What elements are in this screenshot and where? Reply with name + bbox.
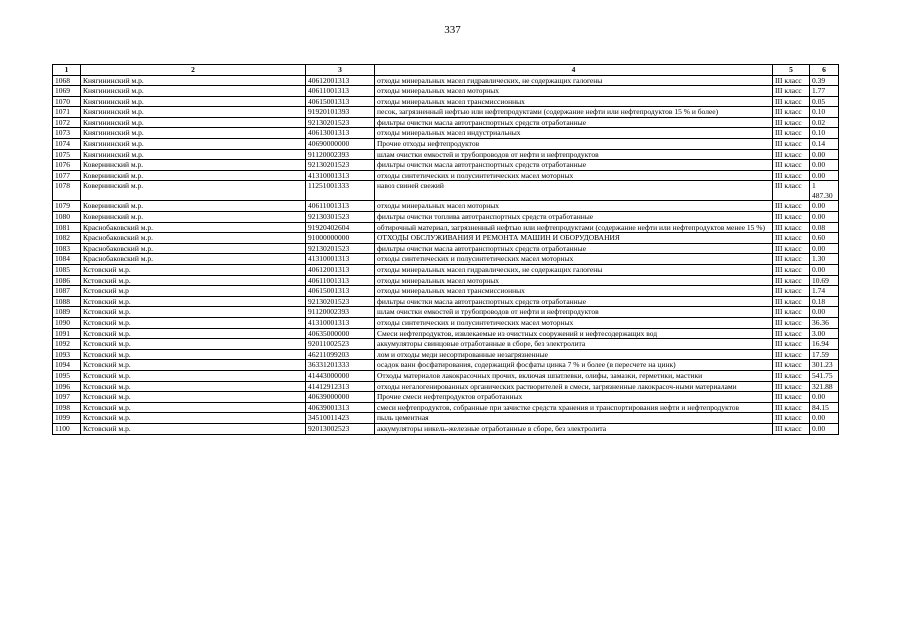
waste-name-cell: отходы минеральных масел индустриальных [375, 128, 773, 139]
amount-cell: 0.00 [810, 243, 839, 254]
waste-code-cell: 41310001313 [306, 254, 375, 265]
hazard-class-cell: III класс [773, 275, 810, 286]
waste-code-cell: 40635000000 [306, 328, 375, 339]
district-cell: Ковернинский м.р. [81, 170, 306, 181]
waste-code-cell: 46211099203 [306, 349, 375, 360]
table-row [53, 360, 839, 371]
district-cell: Краснобаковский м.р. [81, 243, 306, 254]
hazard-class-cell: III класс [773, 233, 810, 244]
row-number-cell: 1076 [53, 160, 81, 171]
header-row [53, 65, 839, 76]
row-number-cell: 1081 [53, 222, 81, 233]
amount-cell: 1.30 [810, 254, 839, 265]
waste-code-cell: 91920101393 [306, 107, 375, 118]
waste-code-cell: 40613001313 [306, 128, 375, 139]
table-row [53, 317, 839, 328]
amount-cell: 0.10 [810, 107, 839, 118]
waste-name-cell: отходы минеральных масел моторных [375, 201, 773, 212]
hazard-class-cell: III класс [773, 107, 810, 118]
waste-name-cell: фильтры очистки топлива автотранспортных средств отработанные [375, 212, 773, 223]
waste-name-cell: отходы минеральных масел моторных [375, 86, 773, 97]
waste-code-cell: 40611001313 [306, 201, 375, 212]
waste-code-cell: 40615001313 [306, 96, 375, 107]
district-cell: Кстовский м.р. [81, 360, 306, 371]
table-row [53, 402, 839, 413]
column-header: 4 [375, 65, 773, 76]
hazard-class-cell: III класс [773, 286, 810, 297]
district-cell: Кстовский м.р [81, 286, 306, 297]
table-row [53, 307, 839, 318]
row-number-cell: 1069 [53, 86, 81, 97]
row-number-cell: 1095 [53, 370, 81, 381]
table-row [53, 296, 839, 307]
hazard-class-cell: III класс [773, 349, 810, 360]
hazard-class-cell: III класс [773, 360, 810, 371]
district-cell: Кстовский м.р. [81, 296, 306, 307]
waste-code-cell: 40690000000 [306, 139, 375, 150]
amount-cell: 0.00 [810, 201, 839, 212]
hazard-class-cell: III класс [773, 413, 810, 424]
waste-name-cell: фильтры очистки масла автотранспортных средств отработанные [375, 296, 773, 307]
district-cell: Кстовский м.р. [81, 339, 306, 350]
waste-code-cell: 36331201333 [306, 360, 375, 371]
amount-cell: 0.00 [810, 392, 839, 403]
waste-code-cell: 34510011423 [306, 413, 375, 424]
hazard-class-cell: III класс [773, 328, 810, 339]
district-cell: Княгининский м.р. [81, 128, 306, 139]
district-cell: Кстовский м.р. [81, 370, 306, 381]
waste-registry-table [52, 64, 839, 435]
table-body [53, 75, 839, 434]
hazard-class-cell: III класс [773, 265, 810, 276]
amount-cell: 10.69 [810, 275, 839, 286]
amount-cell: 0.05 [810, 96, 839, 107]
hazard-class-cell: III класс [773, 296, 810, 307]
hazard-class-cell: III класс [773, 86, 810, 97]
table-row [53, 233, 839, 244]
waste-name-cell: Прочие отходы нефтепродуктов [375, 139, 773, 150]
hazard-class-cell: III класс [773, 117, 810, 128]
hazard-class-cell: III класс [773, 170, 810, 181]
waste-name-cell: фильтры очистки масла автотранспортных средств отработанные [375, 243, 773, 254]
district-cell: Кстовский м.р. [81, 402, 306, 413]
amount-cell: 1.74 [810, 286, 839, 297]
waste-code-cell: 91120002393 [306, 149, 375, 160]
row-number-cell: 1086 [53, 275, 81, 286]
amount-cell: 321.88 [810, 381, 839, 392]
amount-cell: 0.39 [810, 75, 839, 86]
waste-code-cell: 41310001313 [306, 170, 375, 181]
waste-name-cell: шлам очистки емкостей и трубопроводов от нефти и нефтепродуктов [375, 149, 773, 160]
district-cell: Краснобаковский м.р. [81, 233, 306, 244]
table-row [53, 128, 839, 139]
table-row [53, 107, 839, 118]
hazard-class-cell: III класс [773, 402, 810, 413]
district-cell: Княгининский м.р. [81, 96, 306, 107]
waste-code-cell: 40612001313 [306, 75, 375, 86]
row-number-cell: 1077 [53, 170, 81, 181]
amount-cell: 0.00 [810, 307, 839, 318]
waste-name-cell: фильтры очистки масла автотранспортных средств отработанные [375, 117, 773, 128]
amount-cell: 541.75 [810, 370, 839, 381]
table-row [53, 392, 839, 403]
table-row [53, 75, 839, 86]
waste-code-cell: 40639000000 [306, 392, 375, 403]
district-cell: Кстовский м.р. [81, 307, 306, 318]
waste-name-cell: шлам очистки емкостей и трубопроводов от нефти и нефтепродуктов [375, 307, 773, 318]
table-row [53, 265, 839, 276]
district-cell: Княгининский м.р. [81, 86, 306, 97]
hazard-class-cell: III класс [773, 201, 810, 212]
row-number-cell: 1092 [53, 339, 81, 350]
hazard-class-cell: III класс [773, 139, 810, 150]
waste-code-cell: 40611001313 [306, 86, 375, 97]
table-row [53, 349, 839, 360]
table-row [53, 381, 839, 392]
amount-cell: 0.00 [810, 212, 839, 223]
district-cell: Кстовский м.р. [81, 349, 306, 360]
table-row [53, 117, 839, 128]
amount-cell: 0.02 [810, 117, 839, 128]
amount-cell: 301.23 [810, 360, 839, 371]
district-cell: Кстовский м.р. [81, 328, 306, 339]
district-cell: Кстовский м.р. [81, 265, 306, 276]
waste-name-cell: обтирочный материал, загрязненный нефтью или нефтепродуктами (содержание нефти или нефтепродуктов менее 15 %) [375, 222, 773, 233]
amount-cell: 0.00 [810, 160, 839, 171]
table-row [53, 243, 839, 254]
amount-cell: 0.00 [810, 170, 839, 181]
waste-name-cell: отходы минеральных масел моторных [375, 275, 773, 286]
waste-code-cell: 91000000000 [306, 233, 375, 244]
amount-cell: 1.77 [810, 86, 839, 97]
page-number: 337 [444, 24, 461, 36]
row-number-cell: 1093 [53, 349, 81, 360]
table-row [53, 423, 839, 434]
amount-cell: 1 487.30 [810, 181, 839, 201]
district-cell: Кстовский м.р. [81, 275, 306, 286]
waste-code-cell: 92011002523 [306, 339, 375, 350]
column-header: 1 [53, 65, 81, 76]
amount-cell: 0.14 [810, 139, 839, 150]
hazard-class-cell: III класс [773, 243, 810, 254]
row-number-cell: 1088 [53, 296, 81, 307]
waste-code-cell: 92013002523 [306, 423, 375, 434]
row-number-cell: 1090 [53, 317, 81, 328]
hazard-class-cell: III класс [773, 75, 810, 86]
table-row [53, 160, 839, 171]
row-number-cell: 1091 [53, 328, 81, 339]
waste-code-cell: 92130201523 [306, 117, 375, 128]
waste-name-cell: Отходы материалов лакокрасочных прочих, включая шпатлевки, олифы, замазки, герметики, мастики [375, 370, 773, 381]
hazard-class-cell: III класс [773, 392, 810, 403]
row-number-cell: 1084 [53, 254, 81, 265]
waste-code-cell: 91920402604 [306, 222, 375, 233]
district-cell: Ковернинский м.р. [81, 201, 306, 212]
amount-cell: 0.10 [810, 128, 839, 139]
hazard-class-cell: III класс [773, 149, 810, 160]
amount-cell: 0.00 [810, 265, 839, 276]
table-row [53, 254, 839, 265]
row-number-cell: 1080 [53, 212, 81, 223]
column-header: 5 [773, 65, 810, 76]
waste-code-cell: 41310001313 [306, 317, 375, 328]
waste-name-cell: отходы минеральных масел трансмиссионных [375, 286, 773, 297]
district-cell: Ковернинский м.р. [81, 181, 306, 201]
waste-code-cell: 11251001333 [306, 181, 375, 201]
row-number-cell: 1074 [53, 139, 81, 150]
table-row [53, 413, 839, 424]
column-header: 2 [81, 65, 306, 76]
waste-name-cell: отходы синтетических и полусинтетических масел моторных [375, 317, 773, 328]
row-number-cell: 1083 [53, 243, 81, 254]
amount-cell: 17.59 [810, 349, 839, 360]
waste-name-cell: отходы минеральных масел гидравлических, не содержащих галогены [375, 75, 773, 86]
row-number-cell: 1072 [53, 117, 81, 128]
district-cell: Кстовский м.р. [81, 392, 306, 403]
waste-name-cell: аккумуляторы свинцовые отработанные в сборе, без электролита [375, 339, 773, 350]
waste-name-cell: отходы минеральных масел гидравлических, не содержащих галогены [375, 265, 773, 276]
district-cell: Кстовский м.р. [81, 381, 306, 392]
amount-cell: 0.60 [810, 233, 839, 244]
table-row [53, 139, 839, 150]
waste-name-cell: пыль цементная [375, 413, 773, 424]
district-cell: Ковернинский м.р. [81, 160, 306, 171]
waste-name-cell: отходы минеральных масел трансмиссионных [375, 96, 773, 107]
row-number-cell: 1087 [53, 286, 81, 297]
waste-code-cell: 40615001313 [306, 286, 375, 297]
district-cell: Княгининский м.р. [81, 139, 306, 150]
amount-cell: 0.08 [810, 222, 839, 233]
table-row [53, 275, 839, 286]
amount-cell: 0.00 [810, 423, 839, 434]
waste-code-cell: 41443000000 [306, 370, 375, 381]
district-cell: Княгининский м.р. [81, 117, 306, 128]
row-number-cell: 1078 [53, 181, 81, 201]
waste-name-cell: аккумуляторы никель-железные отработанные в сборе, без электролита [375, 423, 773, 434]
district-cell: Краснобаковский м.р. [81, 222, 306, 233]
hazard-class-cell: III класс [773, 423, 810, 434]
row-number-cell: 1071 [53, 107, 81, 118]
table-row [53, 212, 839, 223]
hazard-class-cell: III класс [773, 160, 810, 171]
row-number-cell: 1079 [53, 201, 81, 212]
amount-cell: 3.00 [810, 328, 839, 339]
table-row [53, 201, 839, 212]
row-number-cell: 1085 [53, 265, 81, 276]
waste-name-cell: ОТХОДЫ ОБСЛУЖИВАНИЯ И РЕМОНТА МАШИН И ОБОРУДОВАНИЯ [375, 233, 773, 244]
waste-code-cell: 92130201523 [306, 160, 375, 171]
hazard-class-cell: III класс [773, 254, 810, 265]
row-number-cell: 1068 [53, 75, 81, 86]
amount-cell: 16.94 [810, 339, 839, 350]
table-row [53, 370, 839, 381]
waste-name-cell: фильтры очистки масла автотранспортных средств отработанные [375, 160, 773, 171]
table-row [53, 181, 839, 201]
hazard-class-cell: III класс [773, 128, 810, 139]
row-number-cell: 1098 [53, 402, 81, 413]
table-row [53, 339, 839, 350]
district-cell: Кстовский м.р. [81, 413, 306, 424]
amount-cell: 36.36 [810, 317, 839, 328]
table-row [53, 96, 839, 107]
amount-cell: 0.00 [810, 413, 839, 424]
hazard-class-cell: III класс [773, 212, 810, 223]
waste-code-cell: 40639001313 [306, 402, 375, 413]
row-number-cell: 1075 [53, 149, 81, 160]
row-number-cell: 1097 [53, 392, 81, 403]
table-row [53, 286, 839, 297]
waste-name-cell: песок, загрязненный нефтью или нефтепродуктами (содержание нефти или нефтепродуктов 15 % и более) [375, 107, 773, 118]
hazard-class-cell: III класс [773, 96, 810, 107]
district-cell: Кстовский м.р. [81, 423, 306, 434]
amount-cell: 0.18 [810, 296, 839, 307]
row-number-cell: 1094 [53, 360, 81, 371]
table-row [53, 149, 839, 160]
column-header: 3 [306, 65, 375, 76]
waste-code-cell: 91120002393 [306, 307, 375, 318]
table-row [53, 170, 839, 181]
waste-name-cell: лом и отходы меди несортированные незагрязненные [375, 349, 773, 360]
hazard-class-cell: III класс [773, 317, 810, 328]
table-row [53, 222, 839, 233]
waste-name-cell: Смеси нефтепродуктов, извлекаемые из очистных сооружений и нефтесодержащих вод [375, 328, 773, 339]
hazard-class-cell: III класс [773, 381, 810, 392]
waste-code-cell: 92130201523 [306, 243, 375, 254]
waste-name-cell: отходы синтетических и полусинтетических масел моторных [375, 254, 773, 265]
district-cell: Княгининский м.р. [81, 149, 306, 160]
hazard-class-cell: III класс [773, 307, 810, 318]
district-cell: Краснобаковский м.р. [81, 254, 306, 265]
waste-name-cell: навоз свиней свежий [375, 181, 773, 201]
row-number-cell: 1099 [53, 413, 81, 424]
waste-name-cell: Прочие смеси нефтепродуктов отработанных [375, 392, 773, 403]
amount-cell: 84.15 [810, 402, 839, 413]
district-cell: Кстовский м.р. [81, 317, 306, 328]
waste-code-cell: 40611001313 [306, 275, 375, 286]
waste-name-cell: смеси нефтепродуктов, собранные при зачистке средств хранения и транспортирования нефти и нефтепродуктов [375, 402, 773, 413]
row-number-cell: 1070 [53, 96, 81, 107]
waste-code-cell: 92130201523 [306, 296, 375, 307]
waste-name-cell: осадок ванн фосфатирования, содержащий фосфаты цинка 7 % и более (в пересчете на цинк) [375, 360, 773, 371]
waste-name-cell: отходы синтетических и полусинтетических масел моторных [375, 170, 773, 181]
district-cell: Ковернинский м.р. [81, 212, 306, 223]
waste-code-cell: 40612001313 [306, 265, 375, 276]
waste-code-cell: 92130301523 [306, 212, 375, 223]
district-cell: Княгининский м.р. [81, 75, 306, 86]
hazard-class-cell: III класс [773, 370, 810, 381]
table-row [53, 328, 839, 339]
waste-code-cell: 41412912313 [306, 381, 375, 392]
row-number-cell: 1082 [53, 233, 81, 244]
row-number-cell: 1100 [53, 423, 81, 434]
hazard-class-cell: III класс [773, 222, 810, 233]
row-number-cell: 1089 [53, 307, 81, 318]
table-row [53, 86, 839, 97]
hazard-class-cell: III класс [773, 181, 810, 201]
row-number-cell: 1096 [53, 381, 81, 392]
amount-cell: 0.00 [810, 149, 839, 160]
row-number-cell: 1073 [53, 128, 81, 139]
column-header: 6 [810, 65, 839, 76]
waste-name-cell: отходы негалогенированных органических растворителей в смеси, загрязненные лакокрасоч-ными материалами [375, 381, 773, 392]
district-cell: Княгининский м.р. [81, 107, 306, 118]
hazard-class-cell: III класс [773, 339, 810, 350]
